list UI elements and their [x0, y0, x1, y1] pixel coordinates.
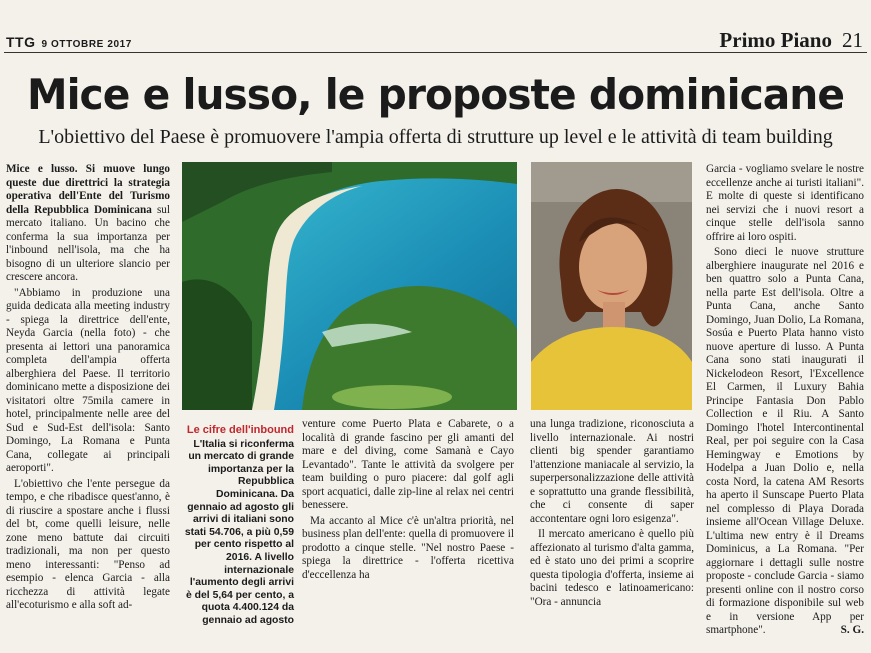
lead-rest: sul mercato italiano. Un bacino che conferma la sua importanza per l'inbound nell'isola, ma che ha bisogno di un ulteriore slancio per crescere ancora. [6, 203, 170, 283]
lead-paragraph [6, 163, 170, 285]
paragraph: Garcia - vogliamo svelare le nostre eccellenze anche ai turisti italiani". E molte di queste si identificano nei servizi che i nuovi resort a cinque stelle dell'isola sanno offrire ai loro ospiti. [706, 163, 864, 243]
lead-text: Mice e lusso. Si muove lungo queste due direttrici la strategia operativa dell'Ente del Turismo della Repubblica Dominicana [6, 163, 170, 216]
article-column-3 [530, 418, 694, 611]
infobox-text: L'Italia si riconferma un mercato di grande importanza per la Repubblica Dominicana. Da gennaio ad agosto gli arrivi di italiani sono stati 54.706, a più 0,59 per cento rispetto al 2016. A livello internazionale l'aumento degli arrivi è del 5,64 per cento, a quota 4.400.124 da gennaio ad agosto [184, 438, 294, 626]
paragraph: Ma accanto al Mice c'è un'altra priorità, nel business plan dell'ente: quella di promuovere il prodotto a cinque stelle. "Nel nostro Paese - spiega la direttrice - l'offerta ricettiva d'eccellenza ha [302, 514, 514, 581]
paragraph [706, 246, 864, 638]
author-signature: S. G. [840, 624, 864, 636]
page-number: 21 [842, 28, 863, 52]
paragraph: una lunga tradizione, riconosciuta a livello internazionale. Ai nostri clienti big spender garantiamo l'attenzione maniacale al servizio, la superpersonalizzazione delle attività e soprattutto una grande flessibilità, che ci consente di saper accontentare ogni loro esigenza". [530, 418, 694, 525]
article-column-1 [6, 163, 170, 615]
infobox-title: Le cifre dell'inbound [186, 424, 294, 436]
headline: Mice e lusso, le proposte dominicane [26, 70, 845, 119]
header-rule [4, 52, 867, 53]
beach-photo [182, 162, 517, 410]
masthead [6, 34, 132, 50]
subheadline: L'obiettivo del Paese è promuovere l'ampia offerta di strutture up level e le attività di team building [38, 126, 833, 148]
paragraph: venture come Puerto Plata e Cabarete, o a località di grande fascino per gli amanti del mare e del diving, come Samanà e Cayo Levantado". Tante le attività da svolgere per team building o puro piacere: dal golf agli sport acquatici, dalle zip-line al relax nei centri benessere. [302, 418, 514, 511]
paragraph-text: Sono dieci le nuove strutture alberghiere inaugurate nel 2016 e ben quattro solo a Punta Cana, nella parte Est dell'isola. Oltre a Punta Cana, anche Santo Domingo, Juan Dolio, La Romana, Sosúa e Puerto Plata hanno visto nuove aperture di lusso. A Punta Cana sono stati inaugurati il Nickelodeon Resort, l'Excellence El Carmen, il Luxury Bahia Principe Fantasia Don Pablo Collection e il Riu. A Santo Domingo l'hotel Intercontinental Real, per poi seguire con la Casa Hemingway e Emotions by Hodelpa a Juan Dolio e, nella costa Nord, la catena AM Resorts ha aperto il Sunscape Puerto Plata nel complesso di Playa Dorada insieme all'Ocean Village Deluxe. L'ultima new entry è il Dreams Dominicus, a La Romana. "Per aggiornare i dettagli sulle nostre proposte - conclude Garcia - siamo presenti online con il nostro corso di formazione disponibile sul web e in versione App per smartphone". [706, 246, 864, 636]
paragraph: "Abbiamo in produzione una guida dedicata alla meeting industry - spiega la direttrice dell'ente, Neyda Garcia (nella foto) - che presenta ai lettori una panoramica completa dell'ampia offerta alberghiera del Paese. Il territorio dominicano mette a disposizione dei visitatori oltre 75mila camere in hotel, principalmente nelle aree del Sud e Sud-Est dell'isola: Santo Domingo, La Romana e Punta Cana, collegate ai principali aeroporti". [6, 286, 170, 474]
issue-date: 9 OTTOBRE 2017 [41, 39, 132, 50]
article-column-4 [706, 163, 864, 640]
paragraph: L'obiettivo che l'ente persegue da tempo, e che ribadisce quest'anno, è di riuscire a spostare anche i flussi del bt, come quelli leisure, nelle zone meno battute dai circuiti tradizionali, ma non per questo meno interessanti: "Penso ad esempio - elenca Garcia - alla ricchezza di attività legate all'ecoturismo e alla soft ad- [6, 477, 170, 611]
paragraph: Il mercato americano è quello più affezionato al turismo d'alta gamma, ed è stato uno dei primi a scoprire questa tipologia d'offerta, insieme ai bacini tedesco e latinoamericano: "Ora - annuncia [530, 528, 694, 608]
section-header [719, 28, 863, 53]
section-name: Primo Piano [719, 28, 832, 52]
masthead-logo: TTG [6, 34, 36, 50]
portrait-photo [531, 162, 692, 410]
article-column-2 [302, 418, 514, 584]
infobox [182, 424, 294, 628]
